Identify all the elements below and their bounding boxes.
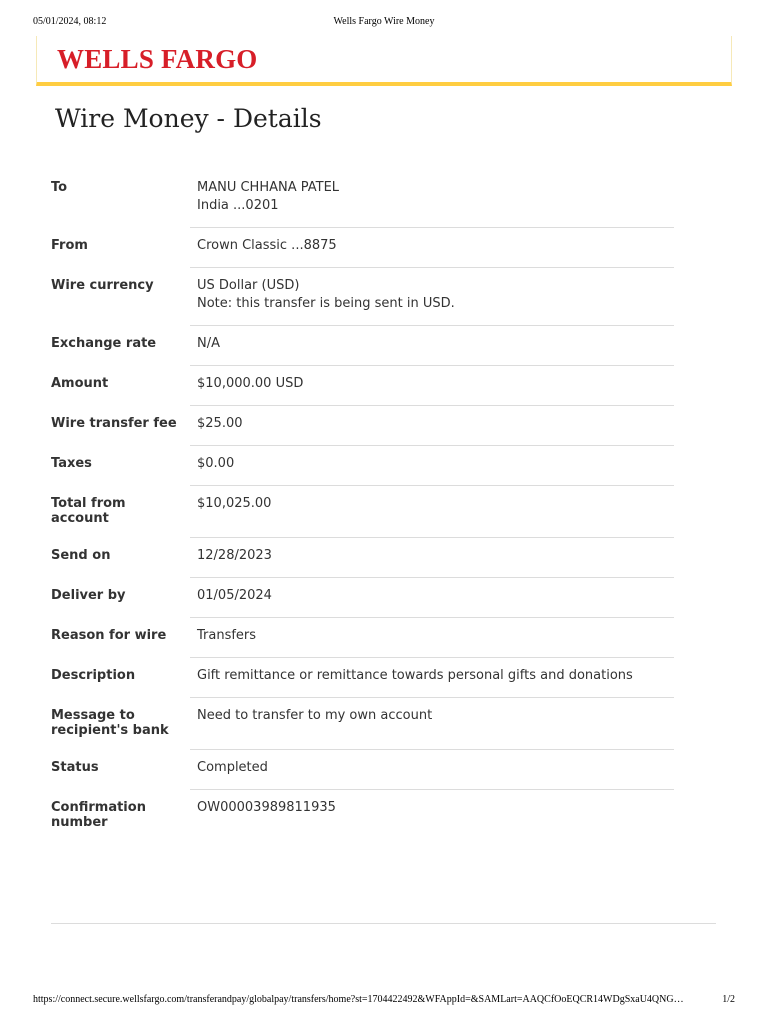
detail-value <box>190 268 674 326</box>
detail-value <box>190 486 674 538</box>
detail-label: Wire transfer fee <box>51 416 177 431</box>
detail-row <box>51 538 674 578</box>
detail-label: Message to recipient's bank <box>51 708 169 738</box>
detail-value <box>190 790 674 842</box>
page-title: Wire Money - Details <box>55 104 322 133</box>
detail-value <box>190 170 674 228</box>
detail-value-line: Gift remittance or remittance towards personal gifts and donations <box>197 668 633 683</box>
detail-value-line: $10,000.00 USD <box>197 376 304 391</box>
detail-row <box>51 326 674 366</box>
detail-row <box>51 486 674 538</box>
print-url: https://connect.secure.wellsfargo.com/transferandpay/globalpay/transfers/home?st=1704422492&WFAppId=&SAMLart=AAQCfOoEQCR14WDgSxaU4QNG… <box>33 994 684 1005</box>
detail-value-line: 12/28/2023 <box>197 548 272 563</box>
detail-label: Send on <box>51 548 111 563</box>
detail-value-line: 01/05/2024 <box>197 588 272 603</box>
detail-value-line: MANU CHHANA PATEL <box>197 180 340 195</box>
wells-fargo-logo[interactable]: WELLS FARGO <box>57 44 258 74</box>
detail-row <box>51 578 674 618</box>
detail-label: To <box>51 180 68 195</box>
detail-value <box>190 326 674 366</box>
print-datetime: 05/01/2024, 08:12 <box>33 16 107 27</box>
detail-value-line: $0.00 <box>197 456 235 471</box>
detail-row <box>51 446 674 486</box>
detail-row <box>51 366 674 406</box>
detail-label: Status <box>51 760 99 775</box>
detail-row <box>51 228 674 268</box>
detail-label: Description <box>51 668 136 683</box>
detail-row <box>51 790 674 842</box>
detail-value <box>190 446 674 486</box>
bottom-divider <box>51 923 716 924</box>
detail-value-line: Note: this transfer is being sent in USD. <box>197 296 455 311</box>
detail-label: Taxes <box>51 456 92 471</box>
detail-value <box>190 698 674 750</box>
detail-value-line: OW00003989811935 <box>197 800 336 815</box>
detail-value-line: N/A <box>197 336 220 351</box>
detail-value-line: Crown Classic ...8875 <box>197 238 337 253</box>
detail-value-line: Transfers <box>197 628 257 643</box>
detail-value <box>190 366 674 406</box>
detail-label: From <box>51 238 88 253</box>
detail-value-line: $25.00 <box>197 416 243 431</box>
detail-value <box>190 538 674 578</box>
detail-label: Amount <box>51 376 109 391</box>
wire-details-list <box>51 170 674 842</box>
detail-label: Total from account <box>51 496 126 526</box>
detail-label: Wire currency <box>51 278 154 293</box>
detail-row <box>51 406 674 446</box>
detail-value-line: Need to transfer to my own account <box>197 708 433 723</box>
detail-value <box>190 406 674 446</box>
detail-row <box>51 618 674 658</box>
print-footer <box>0 994 768 1008</box>
detail-row <box>51 750 674 790</box>
detail-label: Deliver by <box>51 588 126 603</box>
detail-row <box>51 698 674 750</box>
detail-label: Exchange rate <box>51 336 157 351</box>
print-header <box>0 16 768 30</box>
detail-value-line: US Dollar (USD) <box>197 278 300 293</box>
detail-value <box>190 618 674 658</box>
detail-label: Confirmation number <box>51 800 146 830</box>
detail-value <box>190 228 674 268</box>
detail-row <box>51 658 674 698</box>
detail-value-line: India ...0201 <box>197 198 279 213</box>
detail-label: Reason for wire <box>51 628 167 643</box>
detail-value <box>190 658 674 698</box>
print-page-number: 1/2 <box>722 994 735 1005</box>
detail-value <box>190 578 674 618</box>
detail-row <box>51 268 674 326</box>
detail-row <box>51 170 674 228</box>
detail-value <box>190 750 674 790</box>
print-page-title: Wells Fargo Wire Money <box>333 16 435 27</box>
detail-value-line: Completed <box>197 760 268 775</box>
brand-header <box>36 36 732 86</box>
detail-value-line: $10,025.00 <box>197 496 272 511</box>
